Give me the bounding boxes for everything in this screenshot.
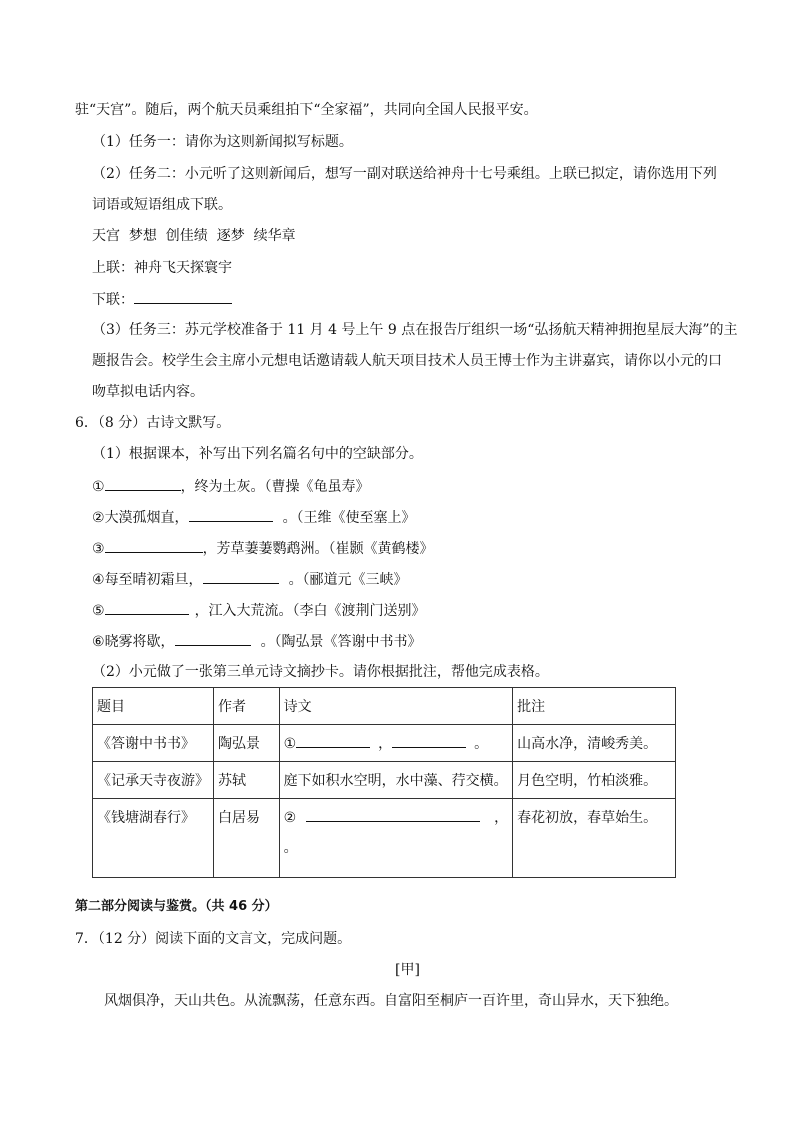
- item-number: ④: [92, 572, 105, 588]
- part2-header: 第二部分阅读与鉴赏。（共 46 分）: [75, 899, 278, 914]
- task1-text: （1）任务一：请你为这则新闻拟写标题。: [92, 134, 353, 150]
- lower-couplet: [92, 289, 232, 310]
- task2-text-line1: （2）任务二：小元听了这则新闻后，想写一副对联送给神舟十七号乘组。上联已拟定，请你选用下列: [92, 166, 717, 182]
- item-number: ①: [283, 736, 297, 752]
- answer-blank[interactable]: [296, 733, 370, 748]
- item-text: 。（陶弘景《答谢中书书》: [260, 634, 422, 650]
- answer-blank[interactable]: [203, 569, 279, 584]
- cell-note: 春花初放，春草始生。: [513, 799, 676, 878]
- item-text: ，芳草萋萋鹦鹉洲。（崔颢《黄鹤楼》: [202, 541, 434, 557]
- comma: ，: [494, 810, 509, 826]
- passage-label: [甲]: [395, 962, 420, 978]
- cell-note: 月色空明，竹柏淡雅。: [513, 762, 676, 799]
- answer-blank[interactable]: [189, 507, 273, 522]
- item-number: ②: [92, 510, 105, 526]
- q6-subquestion-2: （2）小元做了一张第三单元诗文摘抄卡。请你根据批注，帮他完成表格。: [92, 664, 549, 680]
- table-row: [93, 725, 676, 762]
- answer-blank[interactable]: [105, 600, 189, 615]
- word-choices: 天宫 梦想 创佳绩 逐梦 续华章: [92, 228, 296, 244]
- cell-author: 陶弘景: [214, 725, 280, 762]
- cell-text: [279, 725, 513, 762]
- poem-excerpt-table: [92, 687, 676, 878]
- item-text-before: 晓雾将歇，: [104, 634, 175, 650]
- cell-text: 庭下如积水空明，水中藻、荇交横。: [279, 762, 513, 799]
- cell-title: 《答谢中书书》: [93, 725, 214, 762]
- passage-line1: 风烟俱净，天山共色。从流飘荡，任意东西。自富阳至桐庐一百许里，奇山异水，天下独绝。: [104, 993, 678, 1009]
- fill-item-2: [92, 507, 416, 528]
- task3-text-line2: 题报告会。校学生会主席小元想电话邀请载人航天项目技术人员王博士作为主讲嘉宾，请你以小元的口: [92, 353, 722, 369]
- cell-title: 《记承天寺夜游》: [93, 762, 214, 799]
- answer-blank[interactable]: [105, 476, 181, 491]
- cell-note: 山高水净，清峻秀美。: [513, 725, 676, 762]
- table-row: [93, 762, 676, 799]
- header-note: 批注: [513, 688, 676, 725]
- answer-blank[interactable]: [105, 538, 203, 553]
- item-text: 。（郦道元《三峡》: [288, 572, 408, 588]
- period: 。: [283, 840, 298, 856]
- task3-text-line1: （3）任务三：苏元学校准备于 11 月 4 号上午 9 点在报告厅组织一场“弘扬航天精神拥抱星辰大海”的主: [92, 322, 738, 338]
- answer-blank[interactable]: [306, 807, 480, 822]
- item-number: ⑤: [92, 603, 105, 619]
- task3-text-line3: 吻草拟电话内容。: [92, 384, 204, 400]
- item-number: ⑥: [92, 634, 105, 650]
- lower-couplet-blank[interactable]: [134, 289, 232, 304]
- table-header-row: [93, 688, 676, 725]
- task2-text-line2: 词语或短语组成下联。: [92, 197, 232, 213]
- header-text: 诗文: [279, 688, 513, 725]
- item-text-before: 大漠孤烟直，: [104, 510, 189, 526]
- lower-couplet-label: 下联：: [92, 292, 134, 308]
- item-number: ②: [283, 810, 297, 826]
- table-row: [93, 799, 676, 878]
- item-number: ①: [92, 479, 105, 495]
- upper-couplet: 上联：神舟飞天探寰宇: [92, 260, 232, 276]
- header-author: 作者: [214, 688, 280, 725]
- cell-author: 苏轼: [214, 762, 280, 799]
- header-title: 题目: [93, 688, 214, 725]
- cell-author: 白居易: [214, 799, 280, 878]
- intro-text: 驻“天宫”。随后，两个航天员乘组拍下“全家福”，共同向全国人民报平安。: [75, 102, 538, 118]
- fill-item-6: [92, 631, 422, 652]
- fill-item-4: [92, 569, 408, 590]
- comma: ，: [378, 736, 393, 752]
- cell-title: 《钱塘湖春行》: [93, 799, 214, 878]
- q6-header: 6．（8 分）古诗文默写。: [75, 415, 231, 431]
- answer-blank[interactable]: [392, 733, 466, 748]
- item-text-before: 每至晴初霜旦，: [104, 572, 203, 588]
- q6-subquestion-1: （1）根据课本，补写出下列名篇名句中的空缺部分。: [92, 446, 423, 462]
- fill-item-3: [92, 538, 434, 559]
- period: 。: [474, 736, 489, 752]
- answer-blank[interactable]: [175, 631, 251, 646]
- fill-item-1: [92, 476, 370, 497]
- q7-header: 7．（12 分）阅读下面的文言文，完成问题。: [75, 931, 352, 947]
- fill-item-5: [92, 600, 426, 621]
- item-number: ③: [92, 541, 105, 557]
- item-text: 。（王维《使至塞上》: [282, 510, 416, 526]
- item-text: ，终为土灰。（曹操《龟虽寿》: [180, 479, 370, 495]
- item-text: ，江入大荒流。（李白《渡荆门送别》: [194, 603, 426, 619]
- cell-text: [279, 799, 513, 878]
